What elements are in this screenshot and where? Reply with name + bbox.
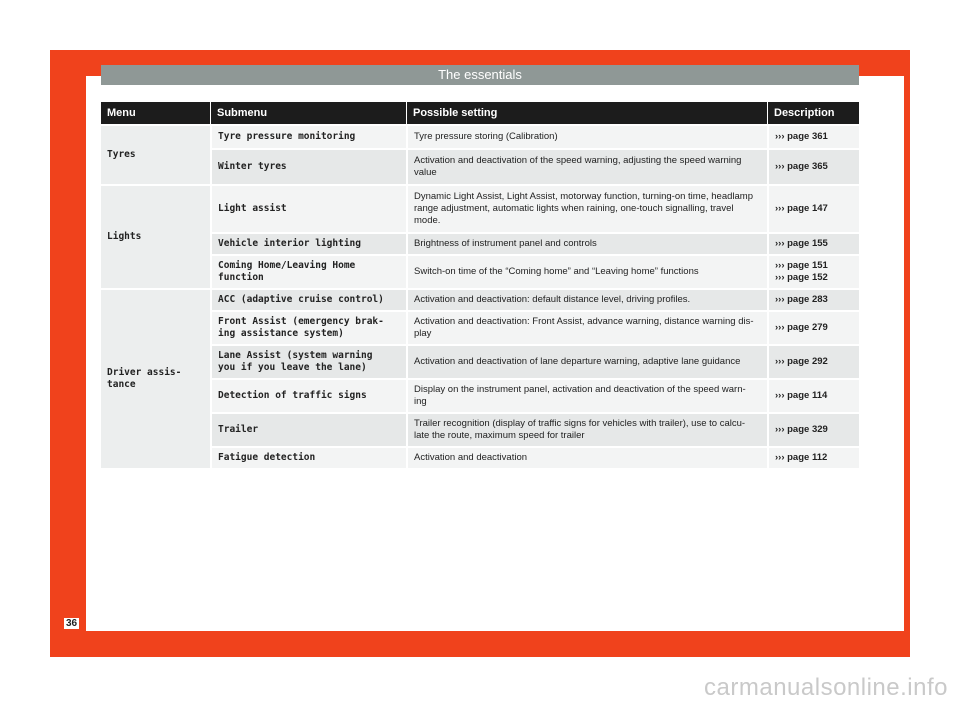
menu-cell: Tyres — [101, 126, 210, 184]
submenu-cell: Fatigue detection — [210, 448, 406, 468]
table-header-row — [101, 102, 859, 124]
table-row — [101, 290, 859, 310]
page-reference: ››› page 361 — [767, 126, 859, 148]
page-reference: ››› page 365 — [767, 150, 859, 184]
column-header: Submenu — [210, 102, 406, 124]
submenu-cell: Coming Home/Leaving Home function — [210, 256, 406, 288]
column-header: Possible setting — [406, 102, 767, 124]
table-row — [101, 312, 859, 344]
setting-cell: Activation and deactivation of the speed warning, adjusting the speed warning value — [406, 150, 767, 184]
setting-cell: Dynamic Light Assist, Light Assist, motorway function, turning-on time, headlamp range adjustment, automatic lights when raining, one-touch signalling, travel mode. — [406, 186, 767, 232]
setting-cell: Brightness of instrument panel and controls — [406, 234, 767, 254]
setting-cell: Switch-on time of the “Coming home” and “Leaving home” functions — [406, 256, 767, 288]
setting-cell: Tyre pressure storing (Calibration) — [406, 126, 767, 148]
page-reference: ››› page 147 — [767, 186, 859, 232]
table-row — [101, 234, 859, 254]
menu-cell: Driver assis- tance — [101, 290, 210, 468]
column-header: Menu — [101, 102, 210, 124]
table-row — [101, 126, 859, 148]
table-row — [101, 380, 859, 412]
setting-cell: Trailer recognition (display of traffic signs for vehicles with trailer), use to calcu- late the route, maximum speed for trailer — [406, 414, 767, 446]
table-row — [101, 448, 859, 468]
setting-cell: Activation and deactivation: Front Assist, advance warning, distance warning dis- play — [406, 312, 767, 344]
submenu-cell: Front Assist (emergency brak- ing assistance system) — [210, 312, 406, 344]
submenu-cell: Lane Assist (system warning you if you leave the lane) — [210, 346, 406, 378]
submenu-cell: Vehicle interior lighting — [210, 234, 406, 254]
submenu-cell: Detection of traffic signs — [210, 380, 406, 412]
setting-cell: Activation and deactivation: default distance level, driving profiles. — [406, 290, 767, 310]
table-row — [101, 414, 859, 446]
section-title: The essentials — [101, 65, 859, 85]
page-reference: ››› page 329 — [767, 414, 859, 446]
submenu-cell: ACC (adaptive cruise control) — [210, 290, 406, 310]
page-reference: ››› page 151 ››› page 152 — [767, 256, 859, 288]
table-row — [101, 150, 859, 184]
setting-cell: Activation and deactivation of lane departure warning, adaptive lane guidance — [406, 346, 767, 378]
table-row — [101, 346, 859, 378]
settings-table — [101, 100, 859, 470]
watermark: carmanualsonline.info — [704, 674, 948, 701]
page-reference: ››› page 292 — [767, 346, 859, 378]
page-number: 36 — [66, 618, 78, 629]
submenu-cell: Light assist — [210, 186, 406, 232]
page-reference: ››› page 279 — [767, 312, 859, 344]
submenu-cell: Winter tyres — [210, 150, 406, 184]
page-reference: ››› page 155 — [767, 234, 859, 254]
submenu-cell: Trailer — [210, 414, 406, 446]
table-row — [101, 256, 859, 288]
setting-cell: Display on the instrument panel, activation and deactivation of the speed warn- ing — [406, 380, 767, 412]
page-reference: ››› page 283 — [767, 290, 859, 310]
submenu-cell: Tyre pressure monitoring — [210, 126, 406, 148]
page-reference: ››› page 114 — [767, 380, 859, 412]
table-row — [101, 186, 859, 232]
setting-cell: Activation and deactivation — [406, 448, 767, 468]
column-header: Description — [767, 102, 859, 124]
menu-cell: Lights — [101, 186, 210, 288]
page-reference: ››› page 112 — [767, 448, 859, 468]
